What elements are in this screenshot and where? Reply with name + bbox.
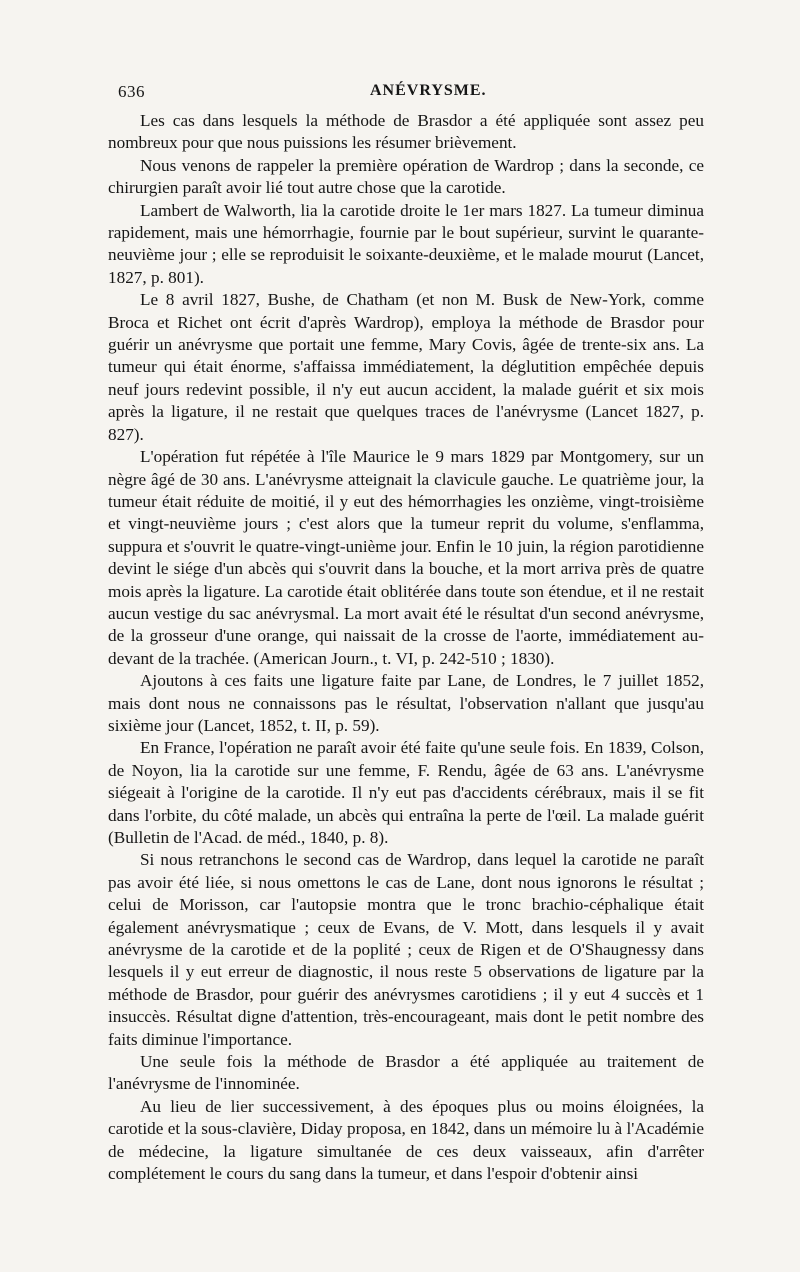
- paragraph: L'opération fut répétée à l'île Maurice le 9 mars 1829 par Montgomery, sur un nègre âgé de 30 ans. L'anévrysme atteignait la clavicule gauche. Le quatrième jour, la tumeur était réduite de moitié, il y eut des hémorrhagies les onzième, vingt-troisième et vingt-neuvième jours ; c'est alors que la tumeur reprit du volume, s'enflamma, suppura et s'ouvrit le quatre-vingt-unième jour. Enfin le 10 juin, la région parotidienne devint le siége d'un abcès qui s'ouvrit dans la bouche, et la mort arriva près de quatre mois après la ligature. La carotide était oblitérée dans toute son étendue, et il ne restait aucun vestige du sac anévrysmal. La mort avait été le résultat d'un second anévrysme, de la grosseur d'une orange, qui naissait de la crosse de l'aorte, immédiatement au-devant de la trachée. (American Journ., t. VI, p. 242-510 ; 1830).: [108, 447, 704, 668]
- page-number: 636: [118, 82, 145, 101]
- paragraph: Nous venons de rappeler la première opération de Wardrop ; dans la seconde, ce chirurgien paraît avoir lié tout autre chose que la carotide.: [108, 155, 704, 198]
- paragraph: Le 8 avril 1827, Bushe, de Chatham (et non M. Busk de New-York, comme Broca et Richet ont écrit d'après Wardrop), employa la méthode de Brasdor pour guérir un anévrysme que portait une femme, Mary Covis, âgée de trente-six ans. La tumeur qui était énorme, s'affaissa immédiatement, la déglutition empêchée depuis neuf jours redevint possible, il n'y eut aucun accident, la malade guérit et six mois après la ligature, il ne restait que quelques traces de l'anévrysme (Lancet 1827, p. 827).: [108, 290, 704, 444]
- running-head: ANÉVRYSME.: [370, 82, 487, 99]
- paragraph: Une seule fois la méthode de Brasdor a été appliquée au traitement de l'anévrysme de l'innominée.: [108, 1052, 704, 1094]
- paragraph: Lambert de Walworth, lia la carotide droite le 1er mars 1827. La tumeur diminua rapidement, mais une hémorrhagie, fournie par le bout supérieur, survint le quarante-neuvième jour ; elle se reproduisit le soixante-deuxième, et le malade mourut (Lancet, 1827, p. 801).: [108, 200, 704, 287]
- paragraph: Ajoutons à ces faits une ligature faite par Lane, de Londres, le 7 juillet 1852, mais dont nous ne connaissons pas le résultat, l'observation n'allant que jusqu'au sixième jour (Lancet, 1852, t. II, p. 59).: [108, 671, 704, 735]
- paragraph: Au lieu de lier successivement, à des époques plus ou moins éloignées, la carotide et la sous-clavière, Diday proposa, en 1842, dans un mémoire lu à l'Académie de médecine, la ligature simultanée de ces deux vaisseaux, afin d'arrêter complétement le cours du sang dans la tumeur, et dans l'espoir d'obtenir ainsi: [108, 1096, 704, 1184]
- paragraph: Si nous retranchons le second cas de Wardrop, dans lequel la carotide ne paraît pas avoir été liée, si nous omettons le cas de Lane, dont nous ignorons le résultat ; celui de Morisson, car l'autopsie montra que le tronc brachio-céphalique était également anévrysmatique ; ceux de Evans, de V. Mott, dans lesquels il y avait anévrysme de la carotide et de la poplité ; ceux de Rigen et de O'Shaugnessy dans lesquels il y eut erreur de diagnostic, il nous reste 5 observations de ligature par la méthode de Brasdor, pour guérir des anévrysmes carotidiens ; il y eut 4 succès et 1 insuccès. Résultat digne d'attention, très-encourageant, mais dont le petit nombre des faits diminue l'importance.: [108, 850, 704, 1049]
- paragraph: En France, l'opération ne paraît avoir été faite qu'une seule fois. En 1839, Colson, de Noyon, lia la carotide sur une femme, F. Rendu, âgée de 63 ans. L'anévrysme siégeait à l'origine de la carotide. Il n'y eut pas d'accidents cérébraux, mais il se fit dans l'orbite, du côté malade, un abcès qui entraîna la perte de l'œil. La malade guérit (Bulletin de l'Acad. de méd., 1840, p. 8).: [108, 738, 704, 847]
- page-header: [118, 82, 698, 108]
- paragraph: Les cas dans lesquels la méthode de Brasdor a été appliquée sont assez peu nombreux pour que nous puissions les résumer brièvement.: [108, 111, 704, 153]
- body-text: [108, 110, 704, 1186]
